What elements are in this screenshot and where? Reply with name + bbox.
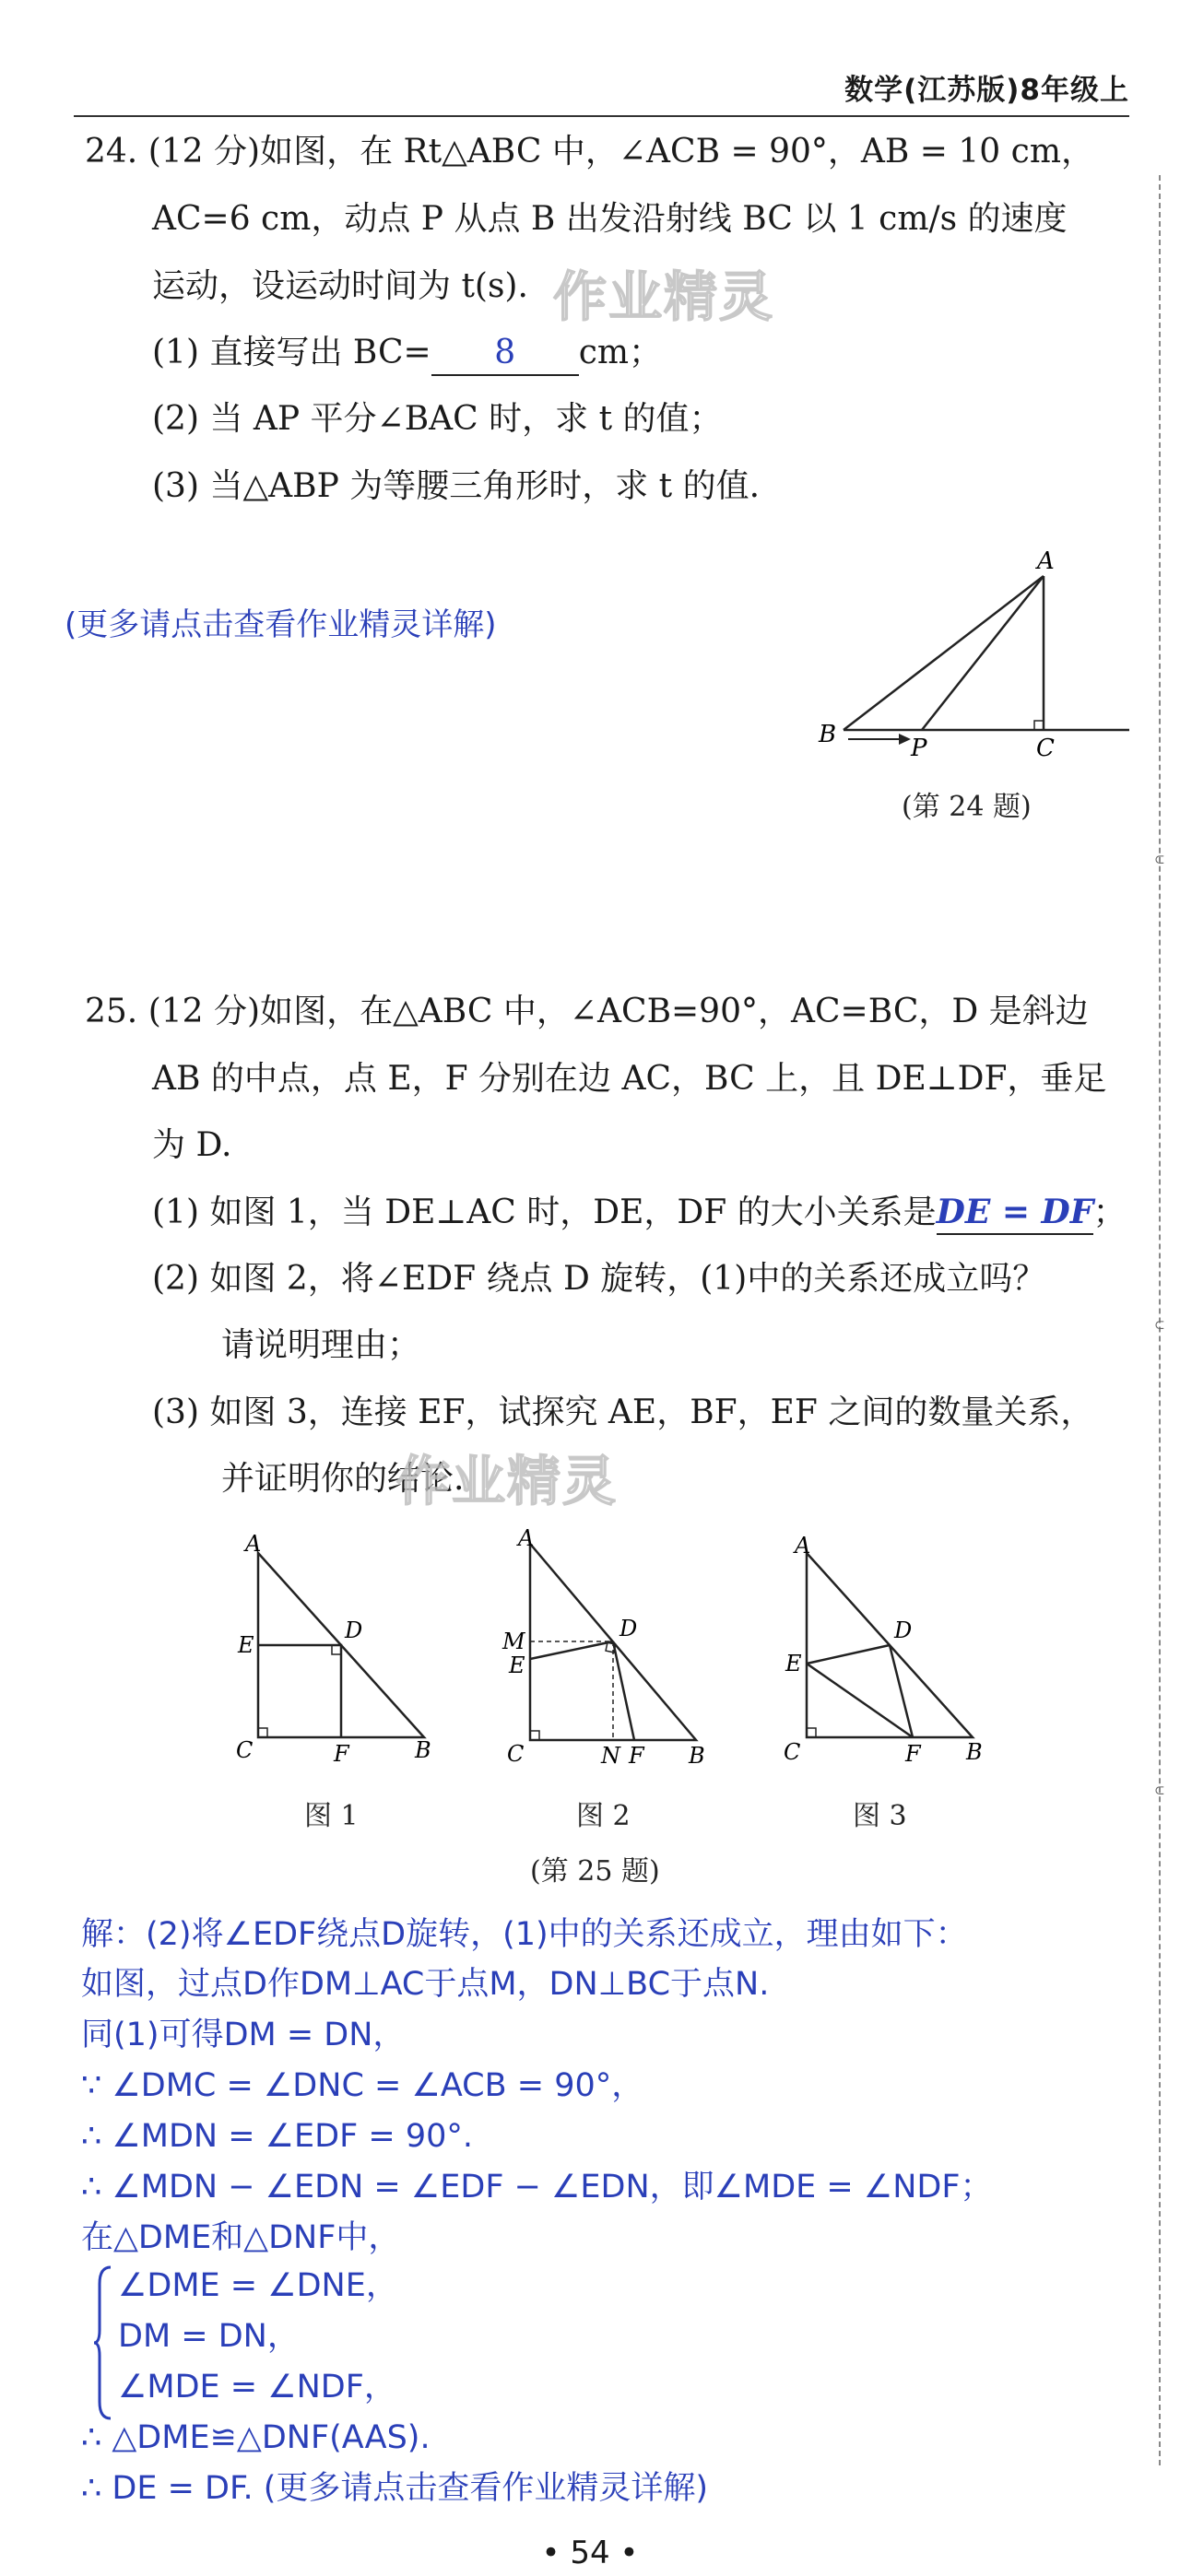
q24-line3: 运动，设运动时间为 t(s). bbox=[152, 267, 528, 305]
segment-ab bbox=[844, 576, 1044, 730]
q25-part1 bbox=[152, 1191, 1127, 1235]
solution-line: ∴ ∠MDN = ∠EDF = 90°. bbox=[81, 2118, 473, 2155]
q24-part2: (2) 当 AP 平分∠BAC 时，求 t 的值； bbox=[152, 400, 723, 438]
solution-line: 同(1)可得DM = DN， bbox=[81, 2017, 406, 2053]
more-details-link[interactable]: (更多请点击查看作业精灵详解) bbox=[263, 2470, 709, 2507]
label-a: A bbox=[245, 1535, 262, 1557]
q25-part2a: (2) 如图 2，将∠EDF 绕点 D 旋转，(1)中的关系还成立吗？ bbox=[152, 1260, 1046, 1298]
q25-part1-answer: DE = DF bbox=[937, 1191, 1093, 1235]
label-b: B bbox=[689, 1743, 705, 1769]
solution-line: ∠DME = ∠DNE， bbox=[118, 2267, 398, 2304]
label-f: F bbox=[334, 1741, 349, 1767]
q24-part3: (3) 当△ABP 为等腰三角形时，求 t 的值. bbox=[152, 467, 761, 505]
right-angle-mark bbox=[530, 1731, 539, 1740]
right-angle-mark bbox=[1034, 721, 1044, 730]
label-e: E bbox=[785, 1651, 802, 1676]
label-a: A bbox=[518, 1525, 535, 1551]
brace-icon bbox=[92, 2265, 112, 2420]
label-f: F bbox=[905, 1741, 921, 1767]
q25-part1-text: (1) 如图 1，当 DE⊥AC 时，DE，DF 的大小关系是 bbox=[152, 1194, 937, 1231]
binding-mark: ⊂ bbox=[1154, 1318, 1165, 1333]
page-header: 数学(江苏版)8年级上 bbox=[844, 74, 1129, 107]
q24-line2: AC=6 cm，动点 P 从点 B 出发沿射线 BC 以 1 cm/s 的速度 bbox=[152, 200, 1068, 238]
label-m: M bbox=[502, 1629, 525, 1654]
fig2-caption: 图 2 bbox=[576, 1800, 631, 1832]
label-d: D bbox=[894, 1617, 913, 1643]
q25-figure-2 bbox=[498, 1525, 719, 1774]
solution-line bbox=[81, 2468, 708, 2509]
label-b: B bbox=[415, 1737, 431, 1763]
q24-part1 bbox=[152, 332, 662, 376]
solution-line: 解：(2)将∠EDF绕点D旋转，(1)中的关系还成立，理由如下： bbox=[81, 1916, 968, 1953]
q24-number: 24. bbox=[85, 133, 138, 171]
label-b: B bbox=[966, 1739, 983, 1765]
q24-text-1: 如图，在 Rt△ABC 中，∠ACB = 90°，AB = 10 cm， bbox=[260, 133, 1094, 171]
header-rule bbox=[74, 115, 1129, 117]
q25-part3b: 并证明你的结论. bbox=[221, 1460, 465, 1498]
segment-ap bbox=[922, 576, 1044, 730]
q25-line1 bbox=[85, 991, 1089, 1033]
q25-line2: AB 的中点，点 E，F 分别在边 AC，BC 上，且 DE⊥DF，垂足 bbox=[152, 1060, 1107, 1098]
solution-line: DM = DN， bbox=[118, 2318, 300, 2355]
solution-line: 如图，过点D作DM⊥AC于点M，DN⊥BC于点N. bbox=[81, 1966, 770, 2003]
page-number: • 54 • bbox=[541, 2535, 639, 2571]
binding-mark: ⊂ bbox=[1154, 1783, 1165, 1798]
q24-line1 bbox=[85, 131, 1094, 173]
right-angle-mark bbox=[258, 1728, 267, 1737]
label-d: D bbox=[345, 1617, 363, 1643]
label-a: A bbox=[795, 1535, 811, 1559]
q25-text-1: 如图，在△ABC 中，∠ACB=90°，AC=BC，D 是斜边 bbox=[260, 993, 1089, 1030]
label-e: E bbox=[509, 1653, 525, 1678]
label-c: C bbox=[507, 1741, 525, 1767]
q25-part2b: 请说明理由； bbox=[221, 1326, 421, 1364]
fig1-caption: 图 1 bbox=[304, 1800, 359, 1832]
label-c: C bbox=[784, 1739, 801, 1765]
q24-score: (12 分) bbox=[148, 133, 261, 171]
fig3-caption: 图 3 bbox=[853, 1800, 907, 1832]
watermark: 作业精灵 bbox=[553, 265, 775, 328]
solution-line: 在△DME和△DNF中， bbox=[81, 2219, 401, 2256]
label-c: C bbox=[1036, 735, 1055, 762]
right-angle-mark bbox=[807, 1728, 816, 1737]
label-a: A bbox=[1037, 548, 1055, 575]
solution-conclusion: ∴ DE = DF. bbox=[81, 2470, 254, 2507]
q25-line3: 为 D. bbox=[152, 1126, 232, 1164]
label-b: B bbox=[819, 721, 837, 748]
q24-part1-answer: 8 bbox=[431, 332, 579, 376]
solution-line: ∠MDE = ∠NDF， bbox=[118, 2369, 396, 2405]
arrow-head-icon bbox=[899, 734, 911, 745]
q24-caption: (第 24 题) bbox=[902, 791, 1032, 823]
q24-part1-text: (1) 直接写出 BC= bbox=[152, 334, 431, 371]
watermark: 作业精灵 bbox=[396, 1450, 619, 1512]
solution-line: ∴ ∠MDN − ∠EDN = ∠EDF − ∠EDN，即∠MDE = ∠NDF； bbox=[81, 2169, 993, 2205]
q25-part1-end: ； bbox=[1092, 1194, 1127, 1231]
q25-part3a: (3) 如图 3，连接 EF，试探究 AE，BF，EF 之间的数量关系， bbox=[152, 1394, 1094, 1431]
q25-score: (12 分) bbox=[148, 993, 261, 1030]
solution-line: ∴ △DME≌△DNF(AAS). bbox=[81, 2419, 431, 2456]
label-n: N bbox=[601, 1743, 620, 1769]
right-angle-mark bbox=[332, 1645, 341, 1654]
solution-line: ∵ ∠DMC = ∠DNC = ∠ACB = 90°， bbox=[81, 2067, 644, 2104]
label-d: D bbox=[620, 1616, 638, 1641]
label-p: P bbox=[911, 735, 927, 762]
more-details-link[interactable]: (更多请点击查看作业精灵详解) bbox=[65, 606, 497, 643]
q24-part1-unit: cm； bbox=[578, 334, 663, 371]
segment-de bbox=[807, 1645, 890, 1664]
q24-figure bbox=[811, 548, 1143, 788]
segment-df bbox=[613, 1641, 634, 1740]
q25-figure-1 bbox=[230, 1535, 452, 1774]
binding-mark: ⊂ bbox=[1154, 853, 1165, 867]
q25-caption: (第 25 题) bbox=[530, 1855, 660, 1888]
segments-ed-df bbox=[258, 1645, 341, 1737]
q25-number: 25. bbox=[85, 993, 138, 1030]
segment-de bbox=[530, 1641, 613, 1659]
label-f: F bbox=[629, 1743, 644, 1769]
label-e: E bbox=[238, 1632, 254, 1658]
label-c: C bbox=[236, 1737, 254, 1763]
q25-figure-3 bbox=[774, 1535, 996, 1774]
